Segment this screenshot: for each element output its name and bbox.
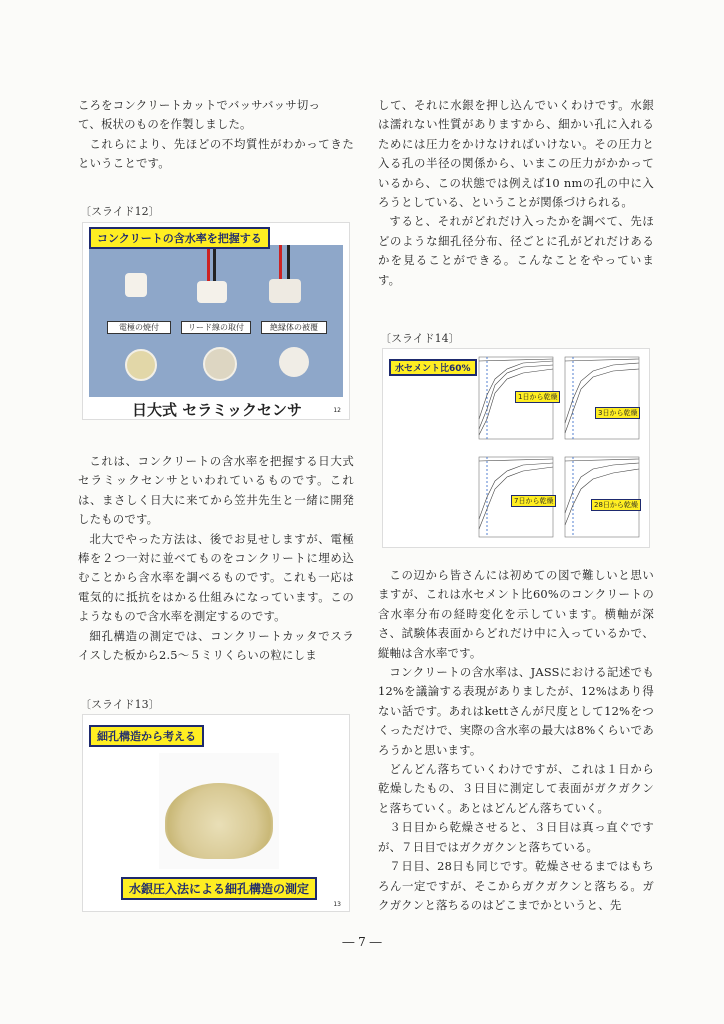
sensor-1 <box>125 273 147 297</box>
left-para-1a: ころをコンクリートカットでバッサバッサ切っ <box>78 98 321 112</box>
panel-1-label: 1日から乾燥 <box>515 391 560 403</box>
right-column-bottom <box>378 566 654 915</box>
granules-pile <box>165 783 273 859</box>
slide14 <box>382 348 650 548</box>
slide12-label: 〔スライド12〕 <box>80 205 160 218</box>
left-para-2: これらにより、先ほどの不均質性がわかってきたということです。 <box>78 136 354 171</box>
slide13-photo <box>159 753 279 869</box>
slide12-caption-1: 電極の焼付 <box>107 321 171 334</box>
panel-4 <box>565 457 639 537</box>
right-para-6: ３日目から乾燥させると、３日目は真っ直ぐですが、７日目ではガクガクンと落ちている。 <box>378 820 654 854</box>
slide12-caption-2: リード線の取付 <box>181 321 251 334</box>
right-para-4: コンクリートの含水率は、JASSにおける記述でも12%を議論する表現がありましたが、12%はあり得ない話です。あれはkettさんが尺度として12%をつくっただけで、実際の含水率の最大は8%くらいであろうかと思います。 <box>378 665 654 757</box>
sensor-3 <box>269 279 301 303</box>
slide13-label: 〔スライド13〕 <box>80 698 160 711</box>
panel-4-label: 28日から乾燥 <box>591 499 641 511</box>
slide13-title: 細孔構造から考える <box>89 725 204 747</box>
slide13-number: 13 <box>333 901 341 908</box>
left-para-5: 細孔構造の測定では、コンクリートカッタでスライスした板から2.5～５ミリくらいの粒にしま <box>78 628 354 663</box>
sensor-2 <box>197 281 227 303</box>
panel-3-label: 7日から乾燥 <box>511 495 556 507</box>
slide13-footer: 水銀圧入法による細孔構造の測定 <box>121 877 317 900</box>
left-para-1b: て、板状のものを作製しました。 <box>78 117 252 132</box>
disc-3 <box>279 347 309 377</box>
panel-2 <box>565 357 639 439</box>
slide14-label: 〔スライド14〕 <box>380 332 460 345</box>
slide14-charts <box>383 349 650 548</box>
left-para-4: 北大でやった方法は、後でお見せしますが、電極棒を２つ一対に並べてものをコンクリートに埋め込むことから含水率を調べるものです。これも一応は電気的に抵抗をはかる仕組みになっています。このようなもので含水率を測定するのです。 <box>78 531 354 624</box>
slide12-photo <box>89 245 343 397</box>
slide12-footer: 日大式 セラミックセンサ <box>132 401 302 419</box>
right-para-5: どんどん落ちていくわけですが、これは１日から乾燥したもの、３日目に測定して表面がガクガクンと落ちていく。あとはどんどん落ちていく。 <box>378 762 654 815</box>
disc-2 <box>203 347 237 381</box>
page-number: ― 7 ― <box>342 935 382 949</box>
left-para-3: これは、コンクリートの含水率を把握する日大式セラミックセンサといわれているものです。これは、まさしく日大に来てから笠井先生と一緒に開発したものです。 <box>78 454 354 527</box>
right-column-top <box>378 96 654 290</box>
left-column-middle <box>78 452 354 665</box>
right-para-2: すると、それがどれだけ入ったかを調べて、先ほどのような細孔径分布、径ごとに孔がどれだけあるかを見ることができる。こんなことをやっています。 <box>378 214 654 287</box>
right-para-3: この辺から皆さんには初めての図で難しいと思いますが、これは水セメント比60%のコンクリートの含水率分布の経時変化を示しています。横軸が深さ、試験体表面からどれだけ中に入っているかで、縦軸は含水率です。 <box>378 568 654 660</box>
slide12 <box>82 222 350 420</box>
disc-1 <box>125 349 157 381</box>
slide13 <box>82 714 350 912</box>
panel-2-label: 3日から乾燥 <box>595 407 640 419</box>
right-para-7: ７日目、28日も同じです。乾燥させるまではもちろん一定ですが、そこからガクガクンと落ちる。ガクガクンと落ちるのはどこまでかというと、先 <box>378 859 654 912</box>
slide12-number: 12 <box>333 407 341 414</box>
left-column-top <box>78 96 354 174</box>
slide12-caption-3: 絶縁体の被覆 <box>261 321 327 334</box>
right-para-1: して、それに水銀を押し込んでいくわけです。水銀は濡れない性質がありますから、細かい孔に入れるためには圧力をかけなければいけない。その圧力と入る孔の半径の関係から、いまこの圧力がかかっているから、この状態では例えば10 nmの孔の中に入ろうとしている、ということが関係づけられる。 <box>378 98 654 210</box>
slide14-title: 水セメント比60% <box>389 359 477 376</box>
slide12-title: コンクリートの含水率を把握する <box>89 227 270 249</box>
